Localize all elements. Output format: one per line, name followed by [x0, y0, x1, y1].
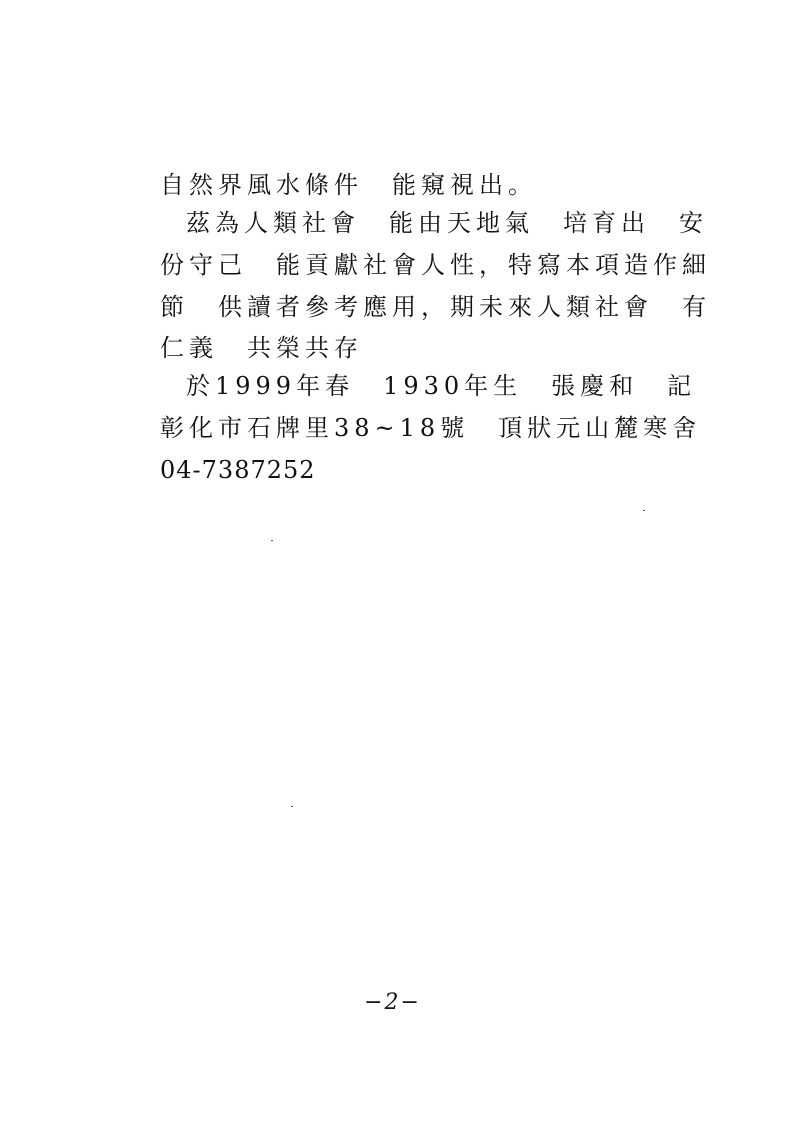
text-line-3: 份守己 能貢獻社會人性，特寫本項造作細 [160, 251, 711, 279]
page-number: −2− [364, 990, 421, 1015]
text-line-5: 仁義 共榮共存 [160, 334, 363, 362]
text-line-4: 節 供讀者參考應用，期未來人類社會 有 [160, 293, 711, 321]
scan-speck [271, 540, 273, 541]
address-line: 彰化市石牌里38~18號 頂狀元山麓寒舍 [160, 414, 702, 442]
scan-speck [291, 806, 293, 807]
author-date-line: 於1999年春 1930年生 張慶和 記 [186, 372, 697, 400]
text-line-1: 自然界風水條件 能窺視出。 [160, 171, 537, 199]
phone-line: 04-7387252 [160, 456, 316, 484]
text-line-2: 茲為人類社會 能由天地氣 培育出 安 [186, 209, 708, 237]
scan-speck [643, 510, 645, 511]
